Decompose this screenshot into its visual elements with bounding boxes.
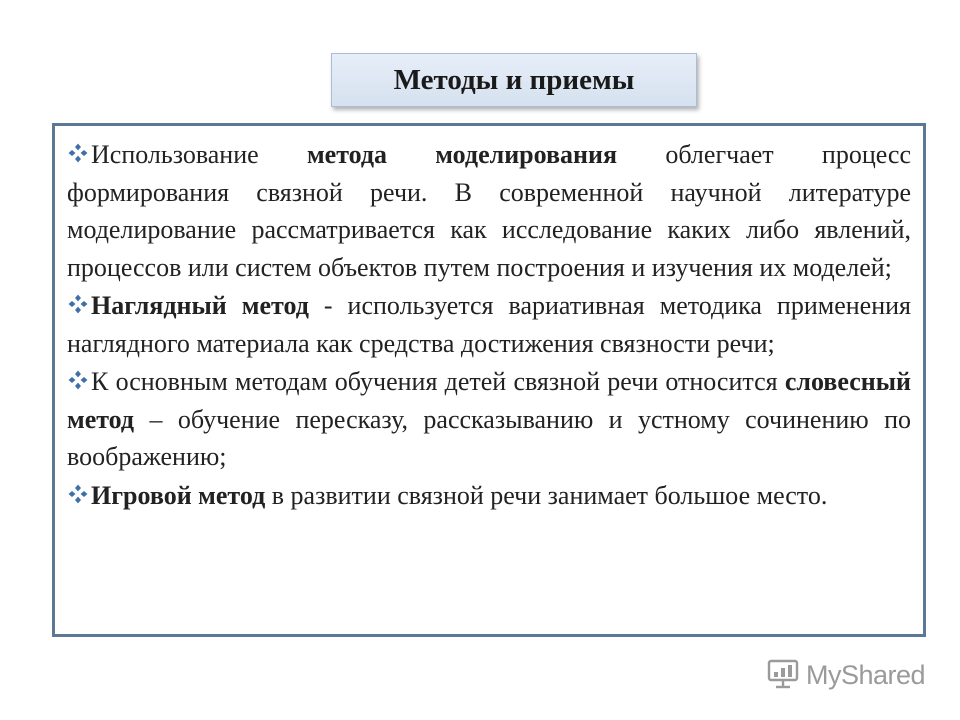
item-text: – обучение пересказу, рассказыванию и устному сочинению по воображению; bbox=[67, 404, 911, 471]
item-text: К основным методам обучения детей связной речи относится bbox=[91, 367, 785, 396]
item-bold-term: словесный метод bbox=[67, 367, 911, 434]
myshared-brand-text: MyShared bbox=[806, 659, 926, 690]
item-bold-term: Игровой метод bbox=[91, 480, 266, 510]
item-bold-term: метода моделирования bbox=[306, 140, 618, 169]
list-item-verbal bbox=[67, 363, 911, 476]
content-box bbox=[52, 123, 926, 637]
slide-title: Методы и приемы bbox=[393, 63, 635, 96]
item-text: облегчает процесс формирования связной речи. В современной научной литературе моделирование рассматривается как исследование каких либо явлений, процессов или систем объектов путем построения и изучения их моделей; bbox=[67, 140, 911, 282]
diamond-bullet-icon bbox=[67, 142, 89, 164]
item-text: Использование bbox=[91, 140, 307, 169]
diamond-bullet-icon bbox=[67, 293, 89, 315]
presentation-board-icon bbox=[766, 656, 800, 695]
item-text: - используется вариативная методика применения наглядного материала как средства достижения связности речи; bbox=[67, 291, 911, 358]
title-box bbox=[331, 53, 697, 107]
item-text: в развитии связной речи занимает большое место. bbox=[265, 480, 828, 510]
list-item-game bbox=[67, 477, 911, 515]
diamond-bullet-icon bbox=[67, 369, 89, 391]
list-item-modeling bbox=[67, 136, 911, 286]
list-item-visual bbox=[67, 287, 911, 362]
item-bold-term: Наглядный метод bbox=[91, 291, 309, 320]
myshared-logo bbox=[766, 657, 925, 693]
diamond-bullet-icon bbox=[67, 483, 89, 505]
